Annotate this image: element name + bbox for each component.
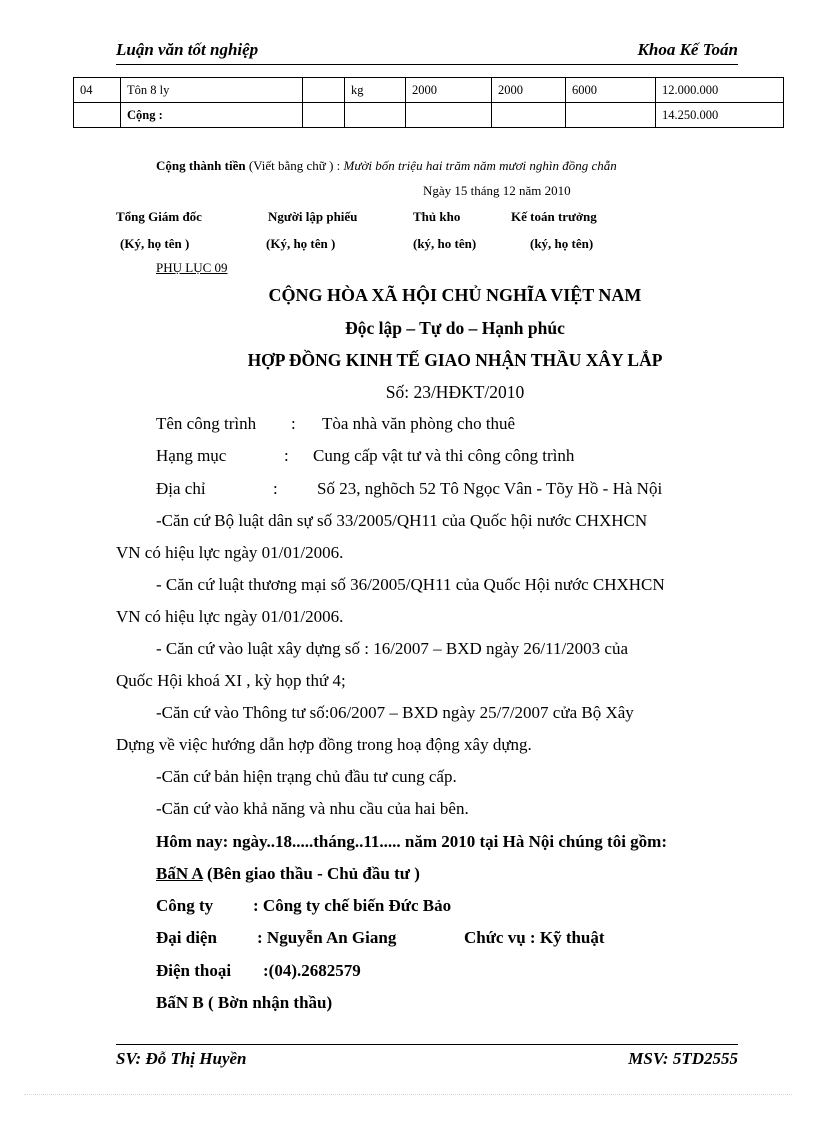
project-name-value: Tòa nhà văn phòng cho thuê [322, 414, 516, 433]
signature-title: Thủ kho [413, 209, 461, 224]
legal-basis-line: -Căn cứ bản hiện trạng chủ đầu tư cung cấp. [156, 767, 457, 786]
project-item-value: Cung cấp vật tư và thi công công trình [313, 446, 575, 465]
page-footer [116, 1044, 738, 1075]
party-b-heading: BấN B ( Bờn nhận thầu) [156, 993, 333, 1012]
table-total-label: Cộng : [121, 103, 303, 128]
total-words-note: (Viết bằng chữ ) : [248, 158, 341, 173]
phone-value: :(04).2682579 [263, 961, 361, 980]
signature-note: (Ký, họ tên ) [266, 236, 336, 251]
total-in-words [156, 158, 617, 174]
colon: : [273, 479, 278, 498]
table-cell [345, 103, 406, 128]
appendix-label: PHỤ LỤC 09 [156, 260, 228, 275]
page-edge-divider [24, 1094, 792, 1095]
signature-note: (ký, họ tên) [530, 236, 594, 251]
total-words-value: Mười bốn triệu hai trăm năm mươi nghìn đồng chẵn [343, 158, 617, 173]
legal-basis-line: Dựng về việc hướng dẫn hợp đồng trong hoạ động xây dựng. [116, 735, 532, 754]
total-words-label: Cộng thành tiền [156, 158, 246, 173]
colon: : [291, 414, 296, 433]
colon: : [284, 446, 289, 465]
legal-basis-line: - Căn cứ luật thương mại số 36/2005/QH11 của Quốc Hội nước CHXHCN [156, 575, 665, 594]
table-row [74, 78, 784, 103]
signature-title: Kế toán trưởng [511, 209, 597, 224]
table-cell [303, 103, 345, 128]
legal-basis-line: -Căn cứ vào khả năng và nhu cầu của hai bên. [156, 799, 469, 818]
party-a-description: (Bên giao thầu - Chủ đầu tư ) [207, 864, 420, 883]
table-cell: 04 [74, 78, 121, 103]
table-total-value: 14.250.000 [656, 103, 784, 128]
table-row [74, 103, 784, 128]
header-thesis-label: Luận văn tốt nghiệp [116, 40, 259, 59]
table-cell: 12.000.000 [656, 78, 784, 103]
legal-basis-line: -Căn cứ vào Thông tư số:06/2007 – BXD ngày 25/7/2007 cửa Bộ Xây [156, 703, 634, 722]
legal-basis-line: - Căn cứ vào luật xây dựng số : 16/2007 – BXD ngày 26/11/2003 của [156, 639, 629, 658]
signature-title: Tổng Giám đốc [116, 209, 202, 224]
receipt-date: Ngày 15 tháng 12 năm 2010 [423, 183, 571, 198]
legal-basis-line: -Căn cứ Bộ luật dân sự số 33/2005/QH11 của Quốc hội nước CHXHCN [156, 511, 648, 530]
company-value: : Công ty chế biến Đức Bảo [253, 896, 452, 915]
project-address-label: Địa chỉ [156, 479, 206, 498]
phone-label: Điện thoại [156, 961, 232, 980]
company-label: Công ty [156, 896, 214, 915]
contract-title: HỢP ĐỒNG KINH TẾ GIAO NHẬN THẦU XÂY LẮP [247, 350, 663, 370]
project-item-label: Hạng mục [156, 446, 227, 465]
motto: Độc lập – Tự do – Hạnh phúc [345, 318, 565, 338]
position-value: Chức vụ : Kỹ thuật [464, 928, 605, 947]
table-cell: 2000 [406, 78, 492, 103]
footer-student-id: MSV: 5TD2555 [628, 1049, 738, 1068]
signature-note: (Ký, họ tên ) [120, 236, 190, 251]
table-cell [566, 103, 656, 128]
project-name-label: Tên công trình [156, 414, 257, 433]
table-cell: Tôn 8 ly [121, 78, 303, 103]
republic-title: CỘNG HÒA XÃ HỘI CHỦ NGHĨA VIỆT NAM [268, 285, 642, 305]
table-cell [406, 103, 492, 128]
contract-number: Số: 23/HĐKT/2010 [385, 382, 525, 402]
footer-student-name: SV: Đỗ Thị Huyền [116, 1049, 247, 1068]
project-address-value: Số 23, nghõch 52 Tô Ngọc Vân - Tõy Hồ - Hà Nội [317, 479, 663, 498]
representative-label: Đại diện [156, 928, 217, 947]
party-a-heading [156, 864, 420, 884]
table-cell [492, 103, 566, 128]
table-cell: 2000 [492, 78, 566, 103]
materials-table [73, 77, 784, 128]
party-a-label: BấN A [156, 864, 203, 883]
legal-basis-line: VN có hiệu lực ngày 01/01/2006. [116, 543, 344, 562]
legal-basis-line: VN có hiệu lực ngày 01/01/2006. [116, 607, 344, 626]
table-cell [74, 103, 121, 128]
signature-note: (ký, ho tên) [413, 236, 477, 251]
header-faculty-label: Khoa Kế Toán [637, 40, 738, 59]
table-cell: kg [345, 78, 406, 103]
legal-basis-line: Quốc Hội khoá XI , kỳ họp thứ 4; [116, 671, 346, 690]
page-header [116, 38, 738, 65]
representative-value: : Nguyễn An Giang [257, 928, 397, 947]
table-cell: 6000 [566, 78, 656, 103]
signature-title: Người lập phiếu [268, 209, 358, 224]
meeting-statement: Hôm nay: ngày..18.....tháng..11..... năm 2010 tại Hà Nội chúng tôi gồm: [156, 832, 667, 851]
table-cell [303, 78, 345, 103]
